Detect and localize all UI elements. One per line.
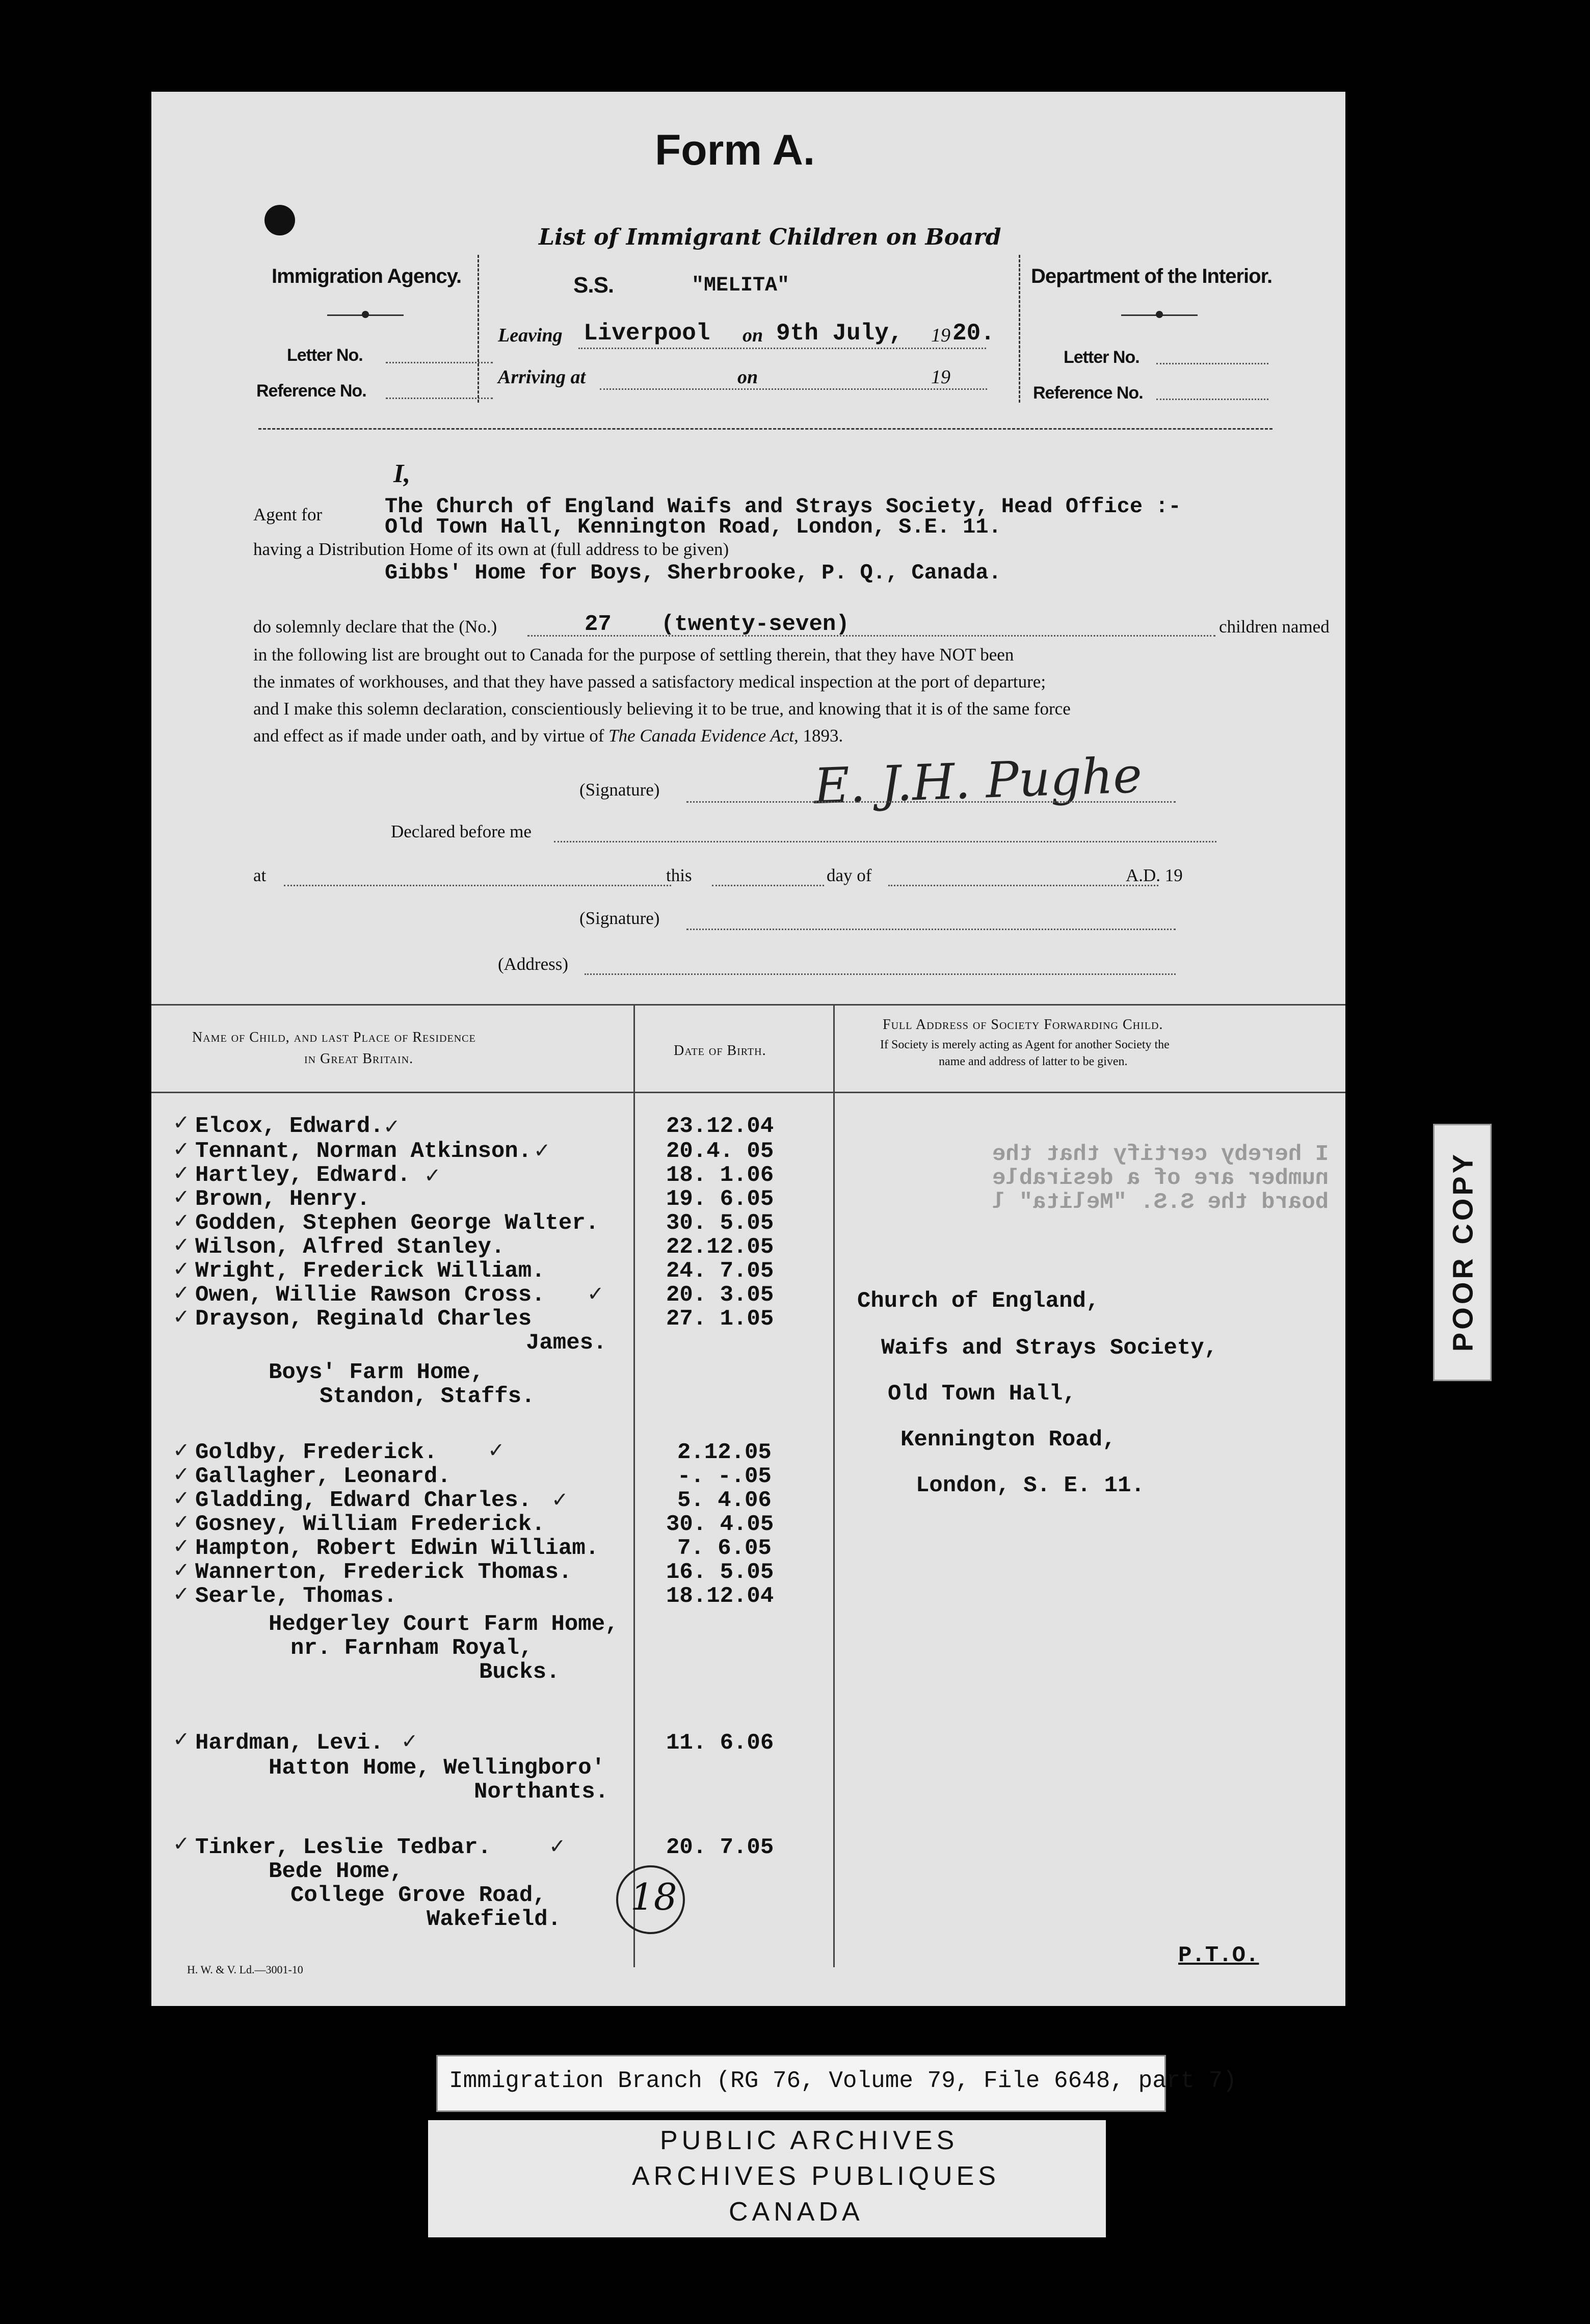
agent-for-label: Agent for [253,505,323,524]
evidence-act: The Canada Evidence Act [608,726,794,746]
poor-copy-tab [1433,1124,1492,1381]
home-address: Bucks. [479,1659,560,1685]
signature-label-2: (Signature) [579,908,660,928]
bleed-through-3: board the S.S. "Melita" l [992,1190,1329,1215]
leaving-line [578,348,986,349]
child-dob: 27. 1.05 [666,1306,774,1332]
check-icon: ✓ [173,1439,190,1462]
col1-header-1: Name of Child, and last Place of Residence [192,1029,476,1045]
declaration-body-4c: , 1893. [794,726,843,746]
bleed-through-2: number are of a desirable [992,1166,1329,1191]
check-icon: ✓ [173,1487,190,1510]
day-of-line [888,885,1158,886]
check-icon: ✓ [173,1535,190,1558]
check-icon: ✓ [173,1511,190,1534]
check-icon: ✓ [173,1233,190,1257]
child-dob: 5. 4.06 [677,1488,772,1513]
child-dob: 30. 5.05 [666,1210,774,1236]
child-name: Hardman, Levi. [195,1730,384,1756]
letter-no-left-line [386,362,493,363]
society-address: Waifs and Strays Society, [881,1335,1218,1361]
child-name: Gallagher, Leonard. [195,1464,451,1489]
child-dob: 20.4. 05 [666,1139,774,1164]
archive-stamp [428,2120,1106,2237]
society-line2: Old Town Hall, Kennington Road, London, S.E. 11. [385,515,1001,539]
on-label: on [743,325,763,346]
leaving-year-prefix: 19 [931,325,950,346]
child-dob: 2.12.05 [677,1440,772,1465]
this-label: this [666,865,692,885]
pto: P.T.O. [1178,1943,1259,1968]
child-name: Brown, Henry. [195,1186,370,1212]
child-name: Wilson, Alfred Stanley. [195,1234,505,1260]
check-icon: ✓ [424,1164,441,1187]
check-icon: ✓ [173,1161,190,1185]
table-top-rule [151,1004,1345,1006]
check-icon: ✓ [173,1832,190,1856]
leaving-port: Liverpool [584,320,710,347]
child-dob: 19. 6.05 [666,1186,774,1212]
number-line [527,635,1215,637]
address-line [585,973,1176,975]
stamp-line-1: PUBLIC ARCHIVES [660,2126,959,2155]
child-dob: 20. 7.05 [666,1835,774,1860]
check-icon: ✓ [383,1115,401,1139]
child-name: Tennant, Norman Atkinson. [195,1139,532,1164]
letter-no-left: Letter No. [287,346,363,365]
home-address: Bede Home, [269,1859,404,1884]
child-dob: 18.12.04 [666,1583,774,1609]
child-name: Godden, Stephen George Walter. [195,1210,599,1236]
check-icon: ✓ [534,1139,551,1163]
table-col1-divider [633,1004,635,1967]
right-box-divider [1019,255,1020,403]
home-address: Hatton Home, Wellingboro' [269,1755,605,1781]
address-label: (Address) [498,954,569,974]
check-icon: ✓ [173,1559,190,1582]
check-icon: ✓ [173,1138,190,1161]
child-name: Owen, Willie Rawson Cross. [195,1282,545,1308]
child-name: Goldby, Frederick. [195,1440,438,1465]
leaving-label: Leaving [498,325,563,346]
child-dob: 24. 7.05 [666,1258,774,1284]
child-name: Hartley, Edward. [195,1163,411,1188]
left-box-divider [478,255,479,403]
ship-name: "MELITA" [692,274,790,297]
child-name: Wright, Frederick William. [195,1258,545,1284]
leaving-date: 9th July, [776,320,903,347]
check-icon: ✓ [173,1728,190,1751]
child-dob: 30. 4.05 [666,1512,774,1537]
society-address: London, S. E. 11. [916,1473,1145,1498]
col1-header-2: in Great Britain. [304,1051,414,1067]
check-icon: ✓ [488,1439,505,1462]
home-address: Boys' Farm Home, [269,1360,484,1385]
declare-prefix: do solemnly declare that the (No.) [253,617,497,637]
home-address: Wakefield. [427,1907,562,1932]
check-icon: ✓ [173,1463,190,1486]
leaving-year: 20. [952,320,995,347]
home-address: College Grove Road, [290,1883,546,1908]
society-line1: The Church of England Waifs and Strays Society, Head Office :- [385,494,1181,519]
form-subtitle: List of Immigrant Children on Board [539,224,1001,250]
table-header-rule [151,1092,1345,1093]
printer-mark: H. W. & V. Ld.—3001-10 [187,1963,303,1976]
seal-icon [264,205,295,235]
this-line [712,885,824,886]
check-icon: ✓ [173,1305,190,1329]
declaration-body-4a: and effect as if made under oath, and by virtue of [253,726,604,746]
child-dob: 7. 6.05 [677,1536,772,1561]
check-icon: ✓ [173,1185,190,1209]
reference-no-left-line [386,398,493,399]
stamp-line-2: ARCHIVES PUBLIQUES [632,2161,1000,2191]
col3-header-3: name and address of latter to be given. [939,1055,1128,1068]
children-number-words: (twenty-seven) [661,612,850,637]
ad-label: A.D. 19 [1126,865,1183,885]
child-dob: 22.12.05 [666,1234,774,1260]
col2-header: Date of Birth. [674,1043,766,1059]
letter-no-right-line [1156,363,1268,364]
home-address: nr. Farnham Royal, [290,1635,533,1661]
declaration-body-1: in the following list are brought out to Canada for the purpose of settling therein, that they have NOT been [253,645,1014,665]
society-address: Old Town Hall, [888,1381,1076,1407]
arriving-label: Arriving at [498,366,586,388]
letter-no-right: Letter No. [1064,348,1140,367]
child-name: Hampton, Robert Edwin William. [195,1536,599,1561]
declaration-i: I, [393,459,411,488]
children-number: 27 [585,612,612,637]
declared-before: Declared before me [391,822,532,841]
reference-no-right-line [1156,399,1268,400]
signature-label: (Signature) [579,780,660,800]
child-dob: 18. 1.06 [666,1163,774,1188]
society-address: Church of England, [857,1288,1100,1314]
check-icon: ✓ [173,1111,190,1134]
archive-label [436,2055,1237,2112]
home-address: Standon, Staffs. [320,1384,535,1409]
form-page [151,92,1345,2006]
col3-header-2: If Society is merely acting as Agent for another Society the [880,1038,1170,1051]
at-line [284,885,671,886]
check-icon: ✓ [173,1257,190,1281]
ss-label: S.S. [573,273,614,298]
child-dob: 20. 3.05 [666,1282,774,1308]
reference-no-left: Reference No. [256,381,366,401]
check-icon: ✓ [401,1730,418,1753]
poor-copy-text: POOR COPY [1446,1151,1479,1352]
child-name-continued: James. [526,1330,607,1356]
divider-dot-right [1156,311,1163,318]
society-address: Kennington Road, [900,1427,1116,1452]
child-name: Elcox, Edward. [195,1114,384,1139]
child-dob: 11. 6.06 [666,1730,774,1756]
stamp-line-3: CANADA [729,2197,864,2227]
home-address: Hedgerley Court Farm Home, [269,1612,619,1637]
child-dob: 23.12.04 [666,1114,774,1139]
child-name: Gosney, William Frederick. [195,1512,545,1537]
check-icon: ✓ [551,1488,569,1512]
child-name: Gladding, Edward Charles. [195,1488,532,1513]
child-name: Tinker, Leslie Tedbar. [195,1835,491,1860]
header-bottom-rule [258,428,1273,430]
child-name: Wannerton, Frederick Thomas. [195,1560,572,1585]
table-col2-divider [833,1004,835,1967]
child-name: Drayson, Reginald Charles [195,1306,532,1332]
arriving-year: 19 [931,366,950,388]
divider-dot [362,311,369,318]
check-icon: ✓ [587,1282,604,1306]
child-dob: -. -.05 [677,1464,772,1489]
home-prompt: having a Distribution Home of its own at (full address to be given) [253,539,729,559]
signature-line [686,801,1176,803]
bleed-through-1: I hereby certify that the [992,1142,1329,1167]
home-address: Gibbs' Home for Boys, Sherbrooke, P. Q., Canada. [385,561,1001,585]
check-icon: ✓ [549,1835,566,1858]
col3-header-1: Full Address of Society Forwarding Child. [883,1017,1163,1033]
check-icon: ✓ [173,1582,190,1606]
arriving-on-label: on [737,366,758,388]
child-name: Searle, Thomas. [195,1583,398,1609]
check-icon: ✓ [173,1281,190,1305]
signature: E. J.H. Pughe [813,746,1143,815]
children-named-label: children named [1219,617,1330,637]
form-title: Form A. [655,126,815,174]
reference-no-right: Reference No. [1033,383,1143,403]
declaration-body-4 [253,726,843,746]
signature-line-2 [686,929,1176,930]
immigration-agency-label: Immigration Agency. [272,265,462,287]
declared-line [554,841,1216,842]
arriving-line [600,388,987,390]
page-number: 18 [630,1876,677,1918]
declaration-body-2: the inmates of workhouses, and that they have passed a satisfactory medical inspection at the port of departure; [253,672,1046,692]
check-icon: ✓ [173,1209,190,1233]
archive-label-text: Immigration Branch (RG 76, Volume 79, File 6648, part 7) [449,2068,1237,2094]
home-address: Northants. [474,1779,609,1805]
day-of-label: day of [827,865,872,885]
child-dob: 16. 5.05 [666,1560,774,1585]
department-label: Department of the Interior. [1031,265,1273,287]
at-label: at [253,865,267,885]
declaration-body-3: and I make this solemn declaration, conscientiously believing it to be true, and knowing that it is of the same force [253,699,1071,719]
